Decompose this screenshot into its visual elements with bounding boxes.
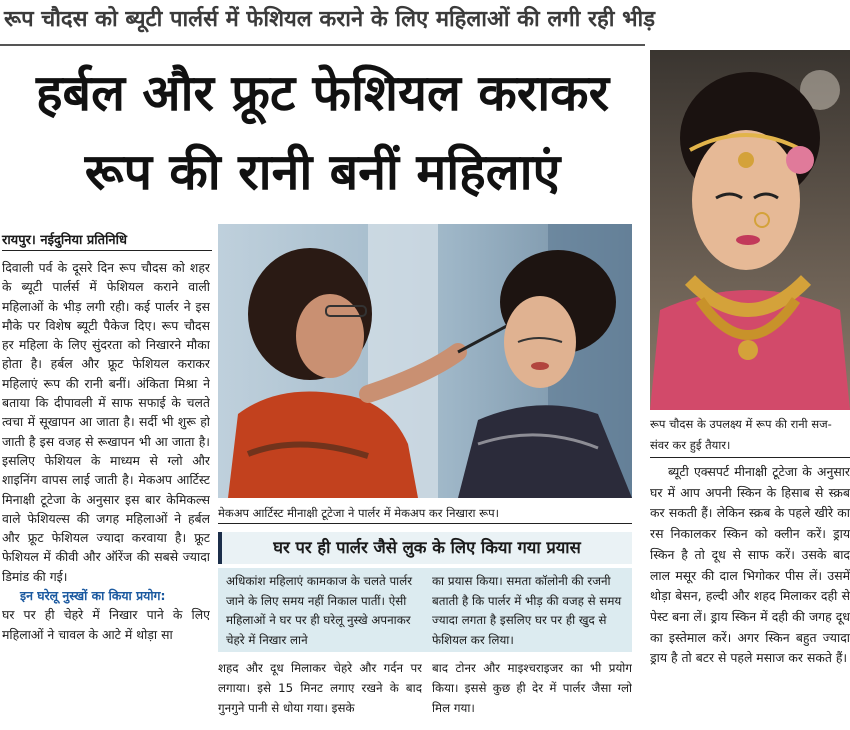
middle-column-1: शहद और दूध मिलाकर चेहरे और गर्दन पर लगाया। इसे 15 मिनट लगाए रखने के बाद गुनगुने पानी से धोया गया। इसके	[218, 661, 422, 715]
highlight-box-col-2: का प्रयास किया। समता कॉलोनी की रजनी बताती है कि पार्लर में भीड़ की वजह से समय ज्यादा लगता है इसलिए घर पर ही खुद से फेशियल कर लिया।	[432, 574, 622, 647]
main-photo-caption: मेकअप आर्टिस्ट मीनाक्षी टूटेजा ने पार्लर में मेकअप कर निखारा रूप।	[218, 502, 632, 524]
highlight-box-col-1: अधिकांश महिलाएं कामकाज के चलते पार्लर जाने के लिए समय नहीं निकाल पातीं। ऐसी महिलाओं ने घर पर ही घरेलू नुस्खे अपनाकर चेहरे में निखार लाने	[226, 574, 413, 647]
headline-line-2: रूप की रानी बनीं महिलाएं	[84, 143, 561, 201]
headline-line-1: हर्बल और फ्रूट फेशियल कराकर	[35, 64, 610, 122]
left-article-column	[2, 258, 210, 730]
left-body-text: दिवाली पर्व के दूसरे दिन रूप चौदस को शहर के ब्यूटी पार्लर्स में फेशियल कराने वाली महिलाओं के भीड़ लगी रही। कई पार्लर ने इस मौके पर विशेष ब्यूटी पैकेज दिए। रूप चौदस हर महिला के लिए सुंदरता को निखारने मौका होता है। हर्बल और फ्रूट फेशियल कराकर महिलाएं रूप की रानी बनीं। अंकिता मिश्रा ने बताया कि दीपावली में साफ सफाई के चलते त्वचा में सूखापन आ जाता है। सर्दी भी शुरू हो जाती है इस वजह से रूखापन भी आ जाता है। इसलिए फेशियल के माध्यम से ग्लो और शाइनिंग वापस लाई जाती है। मेकअप आर्टिस्ट मिनाक्षी टूटेजा के अनुसार इस बार केमिकल्स वाले फेशियल्स की जगह महिलाओं ने हर्बल और फ्रूट फेशियल ज्यादा करवाया है। फ्रूट फेशियल में कीवी और ऑरेंज की सबसे ज्यादा डिमांड की गई।	[2, 260, 210, 584]
right-body-text-content: ब्यूटी एक्सपर्ट मीनाक्षी टूटेजा के अनुसार घर में आप अपनी स्किन के हिसाब से स्क्रब कर सकती हैं। लेकिन स्क्रब के पहले खीरे का रस निकालकर स्किन को क्लीन करें। ड्राय स्किन है तो दूध से साफ करें। उसके बाद लाल मसूर की दाल भिगोकर पीस लें। उसमें थोड़ा बेसन, हल्दी और शहद मिलाकर दही से पेस्ट बना लें। ड्राय स्किन में दही की जगह दूध का इस्तेमाल करें। अगर स्किन बहुत ज्यादा ड्राय है तो बटर से पहले मसाज कर सकते हैं।	[650, 464, 850, 666]
right-article-column	[650, 462, 850, 728]
top-rule	[0, 44, 645, 46]
bride-photo	[650, 50, 850, 410]
main-photo-illustration	[218, 224, 632, 498]
right-body-text	[650, 462, 850, 669]
left-subhead	[2, 586, 210, 605]
left-body-text-2: घर पर ही चेहरे में निखार पाने के लिए महिलाओं ने चावल के आटे में थोड़ा सा	[2, 607, 210, 642]
highlight-box	[218, 568, 632, 652]
middle-column-2: बाद टोनर और माइश्चराइजर का भी प्रयोग किया। इससे कुछ ही देर में पार्लर जैसा ग्लो मिल गया।	[432, 661, 632, 715]
kicker-headline: रूप चौदस को ब्यूटी पार्लर्स में फेशियल कराने के लिए महिलाओं की लगी रही भीड़	[4, 7, 656, 32]
dateline: रायपुर। नईदुनिया प्रतिनिधि	[2, 230, 212, 251]
bride-photo-illustration	[650, 50, 850, 410]
bride-photo-caption: रूप चौदस के उपलक्ष्य में रूप की रानी सज-संवर कर हुई तैयार।	[650, 414, 850, 458]
section-heading: घर पर ही पार्लर जैसे लुक के लिए किया गया प्रयास	[218, 532, 632, 564]
left-subhead-text: इन घरेलू नुस्खों का किया प्रयोग:	[20, 588, 166, 604]
main-photo	[218, 224, 632, 498]
